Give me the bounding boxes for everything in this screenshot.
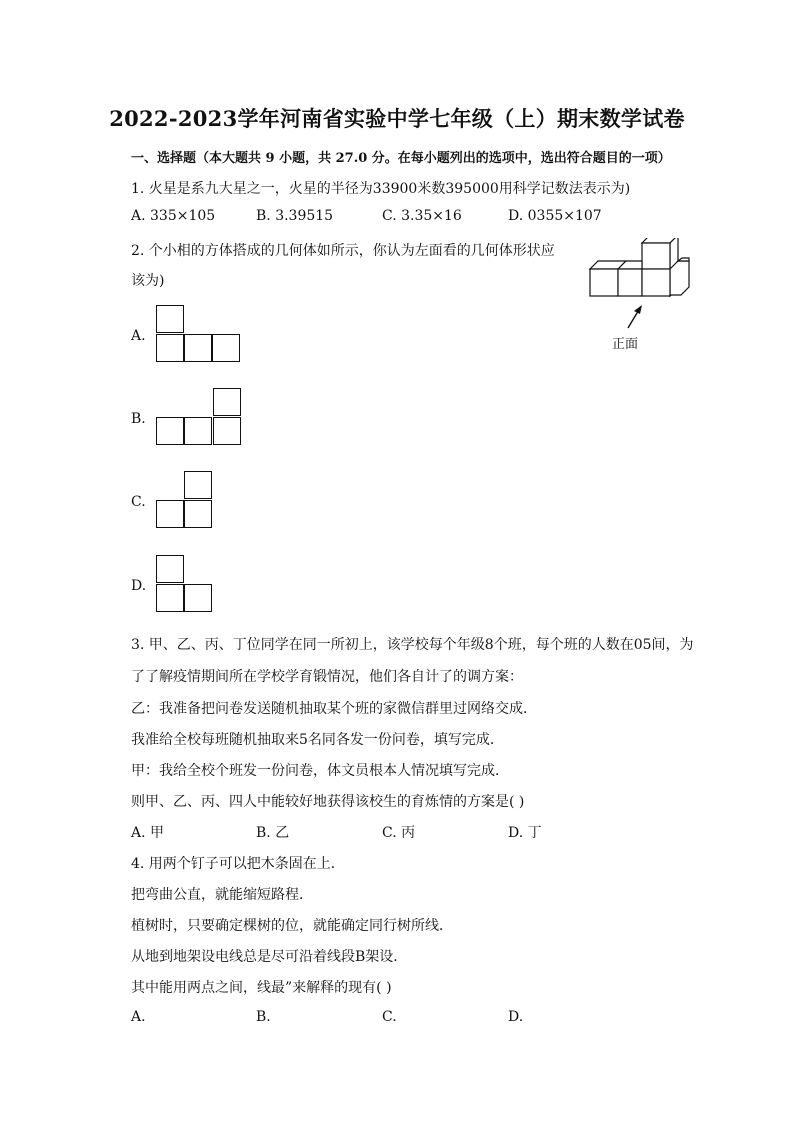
page-title: 2022-2023学年河南省实验中学七年级（上）期末数学试卷 — [109, 106, 685, 131]
question-1-stem: 1. 火星是系九大星之一，火星的半径为33900米数395000用科学记数法表示为) — [131, 181, 631, 197]
q3-option-c[interactable]: C. 丙 — [382, 825, 416, 841]
question-4-line2: 把弯曲公直，就能缩短路程． — [131, 887, 313, 903]
q3-option-a[interactable]: A. 甲 — [131, 825, 165, 841]
q2-option-a-label[interactable]: A. — [131, 328, 146, 344]
q1-option-b[interactable]: B. 3.39515 — [256, 208, 334, 224]
q4-option-c[interactable]: C. — [382, 1009, 397, 1025]
question-2-stem-line1: 2. 个小相的方体搭成的几何体如所示，你认为左面看的几何体形状应 — [131, 243, 555, 259]
question-4-line1: 4. 用两个钉子可以把木条固在上． — [131, 856, 345, 872]
question-4-line5: 其中能用两点之间，线最”来解释的现有( ) — [131, 980, 392, 996]
q3-option-d[interactable]: D. 丁 — [508, 825, 542, 841]
q1-option-d[interactable]: D. 0355×107 — [508, 208, 602, 224]
question-3-line3: 乙：我准备把问卷发送随机抽取某个班的家微信群里过网络交成． — [131, 701, 537, 717]
q2-option-b-label[interactable]: B. — [131, 411, 146, 427]
question-3-line5: 甲：我给全校个班发一份问卷，体文员根本人情况填写完成． — [131, 763, 509, 779]
question-3-line1: 3. 甲、乙、丙、丁位同学在同一所初上，该学校每个年级8个班，每个班的人数在05间，为 — [131, 637, 694, 653]
question-3-line4: 我准给全校每班随机抽取来5名同各发一份问卷，填写完成． — [131, 732, 504, 748]
q4-option-a[interactable]: A. — [131, 1009, 146, 1025]
q4-option-b[interactable]: B. — [256, 1009, 271, 1025]
question-3-line2: 了了解疫情期间所在学校学育锻情况，他们各自计了的调方案： — [131, 669, 523, 685]
q4-option-d[interactable]: D. — [508, 1009, 524, 1025]
arrow-icon — [620, 302, 650, 332]
section-heading: 一、选择题（本大题共 9 小题，共 27.0 分。在每小题列出的选项中，选出符合题目的一项） — [131, 151, 671, 166]
q2-option-d-label[interactable]: D. — [131, 578, 147, 594]
question-4-line3: 植树时，只要确定棵树的位，就能确定同行树所线． — [131, 918, 453, 934]
q1-option-c[interactable]: C. 3.35×16 — [382, 208, 462, 224]
question-2-stem-line2: 该为) — [131, 273, 165, 289]
front-label: 正面 — [612, 337, 639, 352]
q1-option-a[interactable]: A. 335×105 — [131, 208, 216, 224]
q2-option-c-label[interactable]: C. — [131, 494, 146, 510]
question-4-line4: 从地到地架设电线总是尽可沿着线段B架设． — [131, 949, 408, 965]
question-3-line6: 则甲、乙、丙、四人中能较好地获得该校生的育炼情的方案是( ) — [131, 794, 525, 810]
q3-option-b[interactable]: B. 乙 — [256, 825, 290, 841]
